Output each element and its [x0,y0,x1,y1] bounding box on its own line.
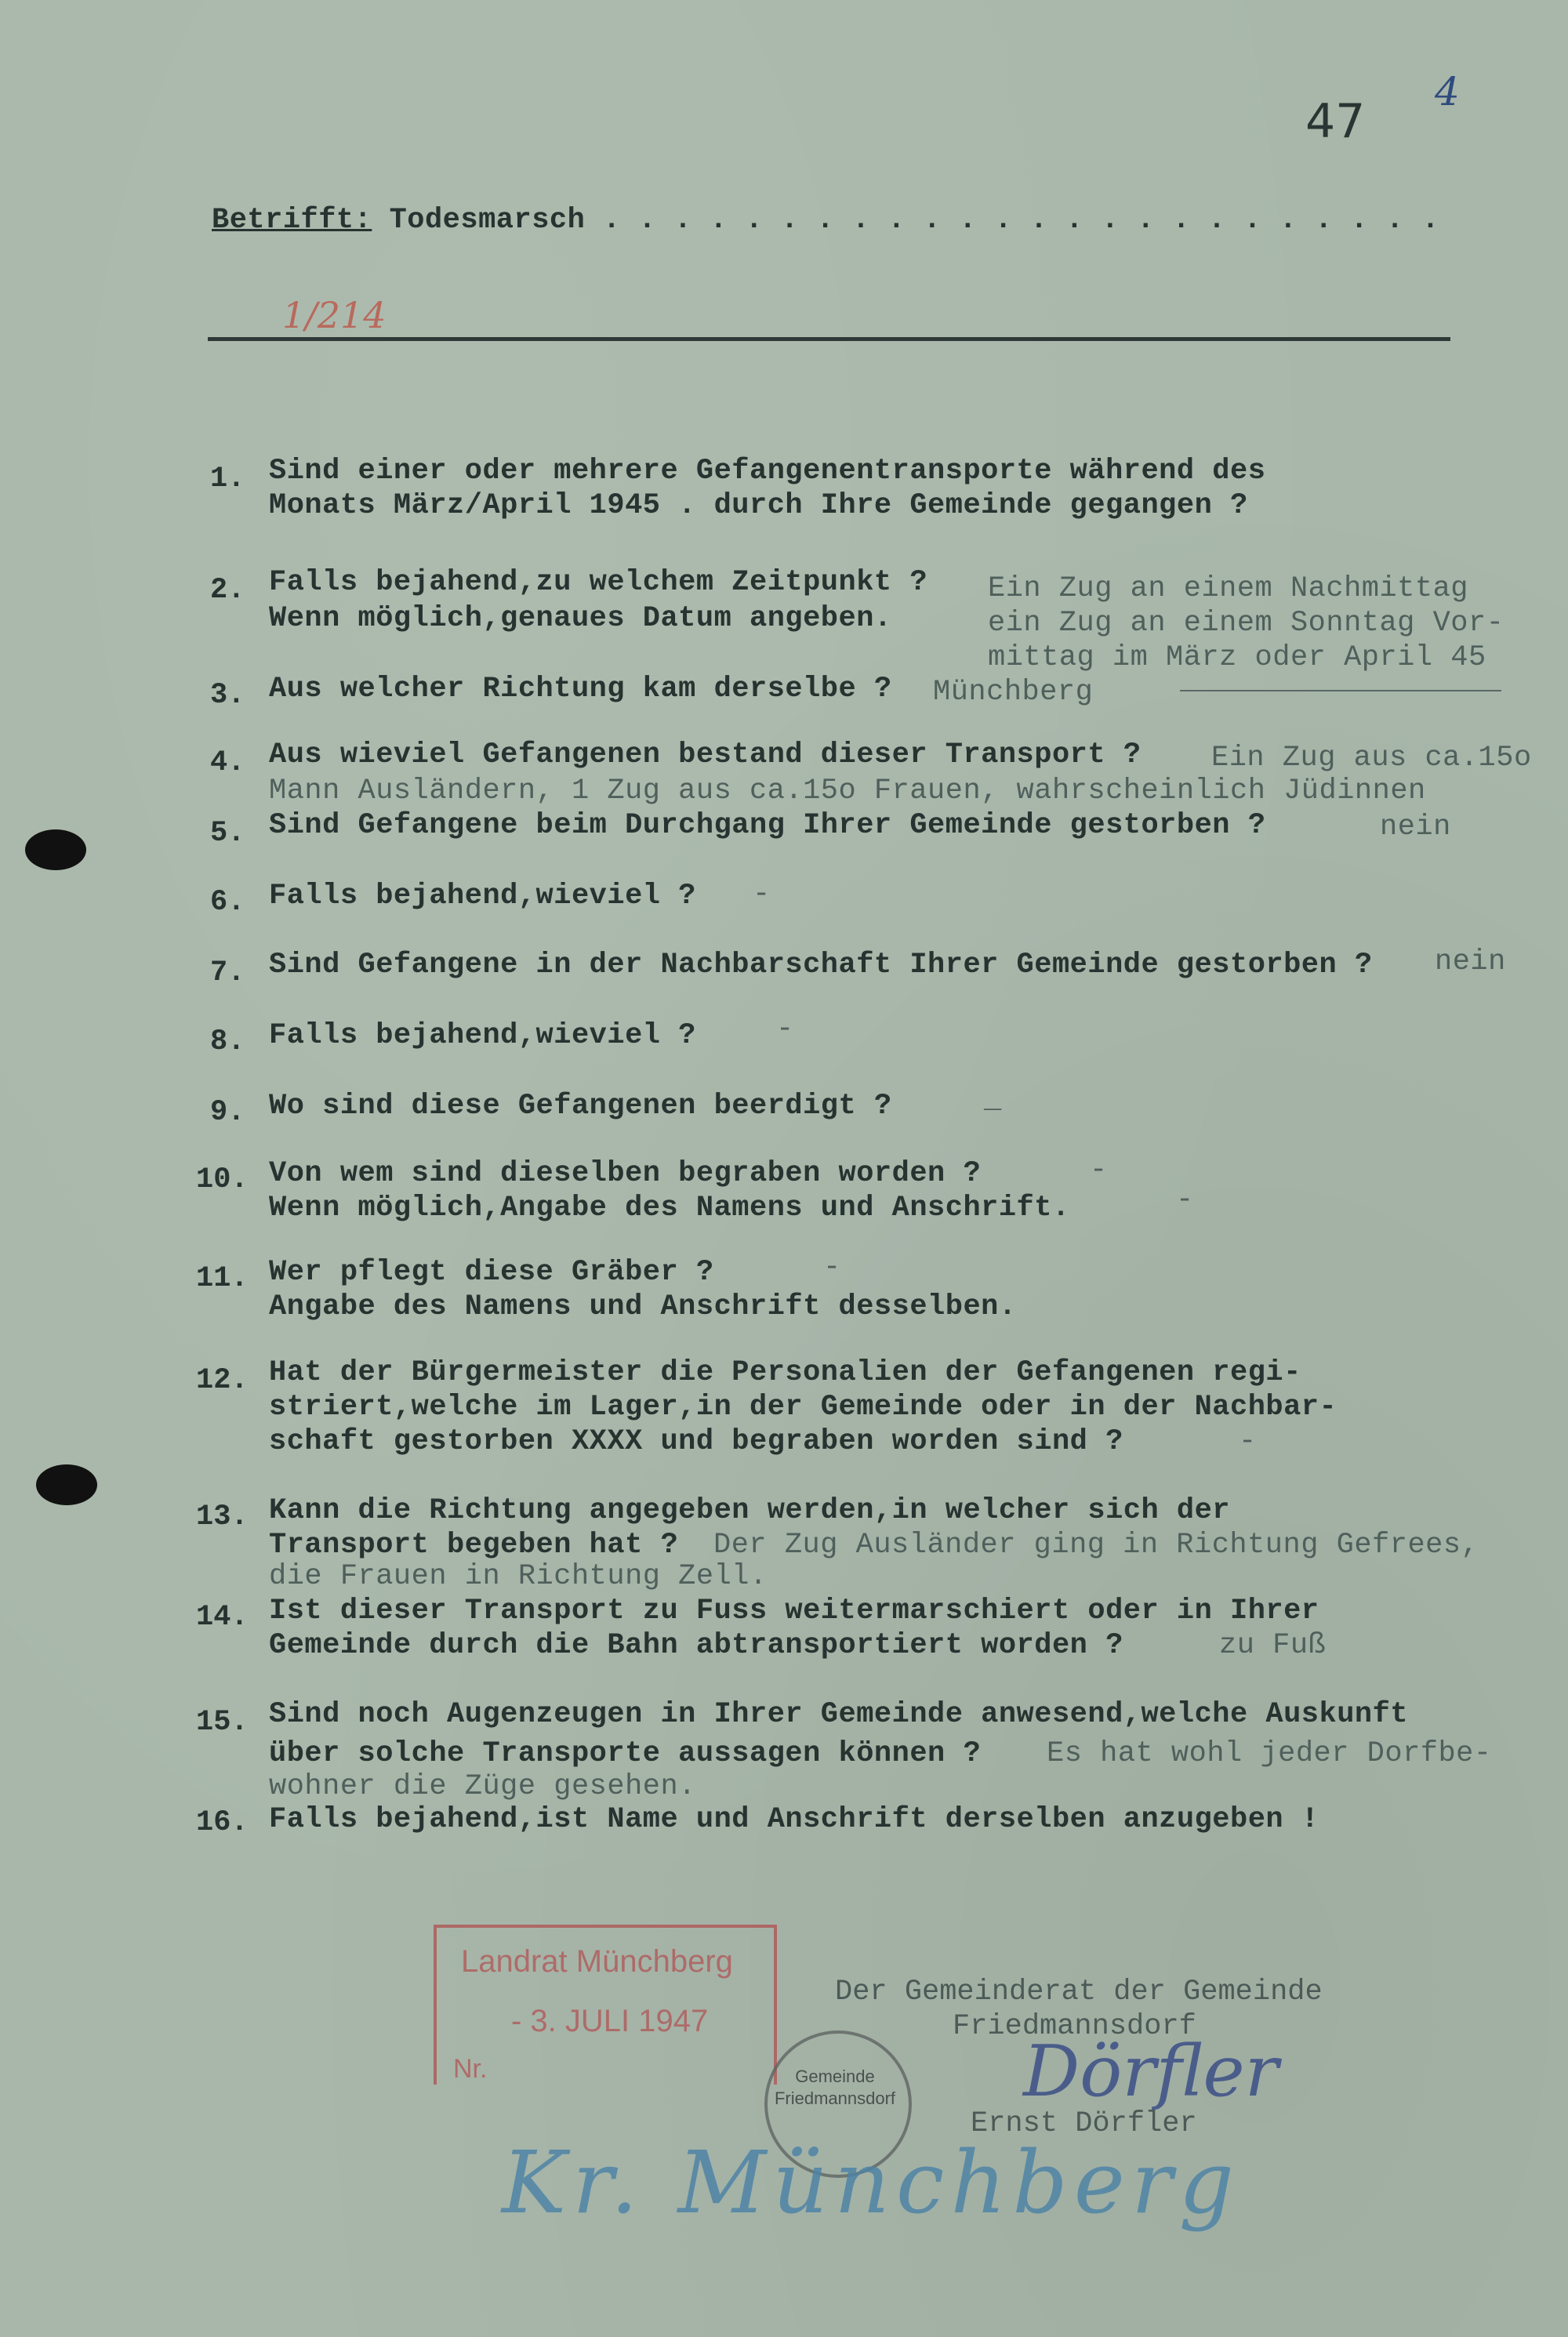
question-text: Hat der Bürgermeister die Personalien der Gefangenen regi- [269,1356,1301,1389]
answer-text: wohner die Züge gesehen. [269,1770,696,1803]
answer-text: nein [1380,811,1451,844]
question-text: Wer pflegt diese Gräber ? [269,1256,714,1289]
subject-line [212,202,1439,238]
answer-text: Ein Zug aus ca.15o [1211,742,1532,775]
answer-text: Es hat wohl jeder Dorfbe- [1047,1737,1492,1770]
question-number: 15. [196,1706,249,1739]
question-number: 12. [196,1364,249,1397]
answer-text: Mann Ausländern, 1 Zug aus ca.15o Frauen, wahrscheinlich Jüdinnen [269,775,1426,807]
answer-text: mittag im März oder April 45 [988,641,1486,674]
answer-text: - [823,1251,841,1284]
question-text: Aus welcher Richtung kam derselbe ? [269,673,892,706]
question-text: striert,welche im Lager,in der Gemeinde oder in der Nachbar- [269,1391,1338,1424]
question-number: 13. [196,1501,249,1533]
answer-text: - [1176,1184,1194,1217]
question-number: 4. [210,746,245,779]
punch-hole [36,1464,97,1505]
question-text: schaft gestorben XXXX und begraben worden sind ? [269,1425,1123,1458]
question-number: 16. [196,1806,249,1839]
question-number: 5. [210,817,245,850]
question-text: Angabe des Namens und Anschrift desselben. [269,1290,1017,1323]
answer-text: - [1090,1154,1108,1187]
answer-text: die Frauen in Richtung Zell. [269,1560,768,1593]
question-number: 1. [210,463,245,495]
answer-text: ein Zug an einem Sonntag Vor- [988,607,1504,640]
question-text: Falls bejahend,wieviel ? [269,1019,696,1052]
question-text: Sind Gefangene in der Nachbarschaft Ihrer Gemeinde gestorben ? [269,949,1373,982]
question-text: Sind Gefangene beim Durchgang Ihrer Gemeinde gestorben ? [269,809,1266,842]
answer-underline [1180,690,1501,691]
answer-text: nein [1435,945,1506,978]
stamp-line: Landrat Münchberg [461,1944,733,1979]
answer-text: zu Fuß [1219,1629,1327,1662]
question-text: Wenn möglich,Angabe des Namens und Anschrift. [269,1192,1070,1225]
question-number: 11. [196,1262,249,1295]
margin-note: 1/214 [282,294,387,336]
question-number: 6. [210,886,245,919]
question-text: Aus wieviel Gefangenen bestand dieser Transport ? [269,738,1142,771]
question-number: 14. [196,1601,249,1634]
answer-text: - [1239,1425,1257,1458]
question-text: Transport begeben hat ? [269,1529,679,1562]
answer-text: _ [984,1083,1002,1116]
question-number: 2. [210,574,245,607]
question-text: Ist dieser Transport zu Fuss weitermarschiert oder in Ihrer [269,1595,1319,1628]
question-text: Gemeinde durch die Bahn abtransportiert worden ? [269,1629,1123,1662]
question-number: 8. [210,1025,245,1058]
header-rule [208,337,1450,341]
question-number: 3. [210,679,245,712]
stamp-number-label: Nr. [453,2054,488,2084]
question-text: Wo sind diese Gefangenen beerdigt ? [269,1090,892,1123]
question-text: Monats März/April 1945 . durch Ihre Gemeinde gegangen ? [269,489,1248,522]
punch-hole [25,829,86,870]
seal-line: Gemeinde [795,2067,875,2086]
corner-mark: 4 [1435,69,1460,114]
question-number: 9. [210,1096,245,1129]
answer-text: Ein Zug an einem Nachmittag [988,572,1468,605]
answer-text: - [776,1013,794,1046]
seal-line: Friedmannsdorf [774,2088,896,2108]
answer-text: Der Zug Ausländer ging in Richtung Gefrees, [713,1529,1479,1562]
question-text: Von wem sind dieselben begraben worden ? [269,1157,982,1190]
subject-label: Betrifft: [212,204,372,237]
page-number: 47 [1305,94,1366,149]
question-text: Falls bejahend,ist Name und Anschrift derselben anzugeben ! [269,1803,1319,1836]
question-text: Falls bejahend,wieviel ? [269,880,696,913]
signatory-name: Ernst Dörfler [971,2107,1197,2140]
answer-text: - [753,878,771,911]
question-number: 7. [210,956,245,989]
question-text: Sind einer oder mehrere Gefangenentransporte während des [269,455,1266,488]
question-text: Kann die Richtung angegeben werden,in welcher sich der [269,1494,1230,1527]
question-text: über solche Transporte aussagen können ? [269,1737,982,1770]
question-text: Wenn möglich,genaues Datum angeben. [269,602,892,635]
stamp-date: - 3. JULI 1947 [511,2004,709,2038]
handwritten-signature: Dörfler [1023,2030,1279,2113]
handwritten-note: Kr. Münchberg [502,2132,1240,2233]
question-text: Sind noch Augenzeugen in Ihrer Gemeinde anwesend,welche Auskunft [269,1698,1409,1731]
subject-text: Todesmarsch . . . . . . . . . . . . . . . . . . . . . . . . [389,204,1440,237]
question-text: Falls bejahend,zu welchem Zeitpunkt ? [269,566,928,599]
signature-block-title: Der Gemeinderat der Gemeinde [835,1976,1323,2009]
question-number: 10. [196,1163,249,1196]
signature-block-municipality: Friedmannsdorf [953,2010,1196,2043]
answer-text: Münchberg [933,676,1094,709]
